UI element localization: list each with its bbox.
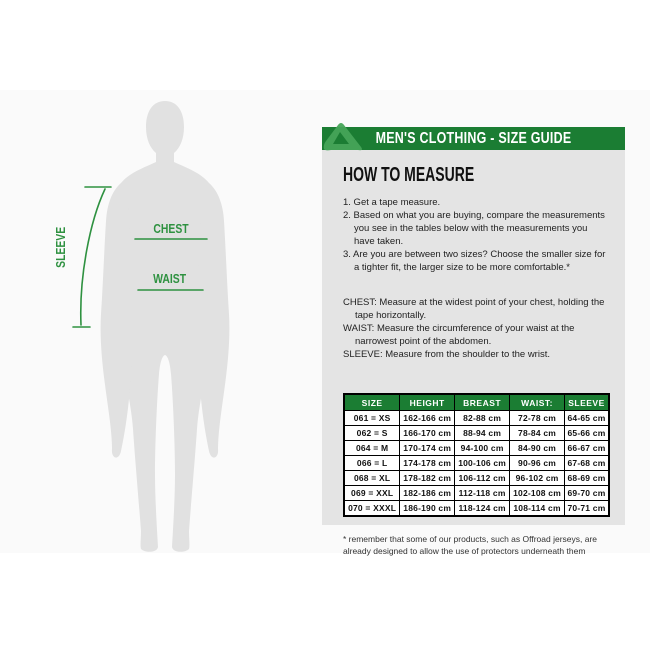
table-cell: 82-88 cm <box>455 411 510 426</box>
table-cell: 100-106 cm <box>455 456 510 471</box>
table-cell: 90-96 cm <box>510 456 565 471</box>
table-cell: 061 = XS <box>344 411 400 426</box>
panel-content <box>322 150 625 557</box>
step-item: 3. Are you are between two sizes? Choose the smaller size for a tighter fit, the larger size to be more comfortable.* <box>343 249 606 273</box>
table-cell: 78-84 cm <box>510 426 565 441</box>
sleeve-label: SLEEVE <box>53 226 68 268</box>
table-cell: 67-68 cm <box>565 456 609 471</box>
definition-item: SLEEVE: Measure from the shoulder to the wrist. <box>343 349 550 360</box>
measure-steps <box>343 196 610 274</box>
footnote: * remember that some of our products, such as Offroad jerseys, are already designed to allow the use of protectors underneath them <box>343 534 598 556</box>
table-row <box>344 411 609 426</box>
table-cell: 170-174 cm <box>400 441 455 456</box>
table-row <box>344 501 609 517</box>
table-cell: 96-102 cm <box>510 471 565 486</box>
definition-item: CHEST: Measure at the widest point of your chest, holding the tape horizontally. <box>343 297 605 321</box>
how-to-measure-heading: HOW TO MEASURE <box>343 164 475 186</box>
table-cell: 69-70 cm <box>565 486 609 501</box>
table-cell: 162-166 cm <box>400 411 455 426</box>
table-header-cell: WAIST: <box>510 394 565 411</box>
table-header-cell: HEIGHT <box>400 394 455 411</box>
table-cell: 186-190 cm <box>400 501 455 517</box>
left-arm-silhouette <box>101 183 133 458</box>
definition-item: WAIST: Measure the circumference of your waist at the narrowest point of the abdomen. <box>343 323 575 347</box>
table-cell: 064 = M <box>344 441 400 456</box>
table-header-cell: SIZE <box>344 394 400 411</box>
table-cell: 106-112 cm <box>455 471 510 486</box>
table-cell: 066 = L <box>344 456 400 471</box>
table-cell: 64-65 cm <box>565 411 609 426</box>
table-cell: 174-178 cm <box>400 456 455 471</box>
brand-logo-icon <box>321 121 365 153</box>
table-header-cell: BREAST <box>455 394 510 411</box>
table-cell: 102-108 cm <box>510 486 565 501</box>
table-cell: 94-100 cm <box>455 441 510 456</box>
table-cell: 108-114 cm <box>510 501 565 517</box>
size-table <box>343 393 610 517</box>
body-silhouette-graphic <box>62 96 272 561</box>
table-cell: 070 = XXXL <box>344 501 400 517</box>
table-row <box>344 441 609 456</box>
table-cell: 66-67 cm <box>565 441 609 456</box>
size-table-header-row <box>344 394 609 411</box>
step-item: 1. Get a tape measure. <box>343 197 441 208</box>
table-cell: 178-182 cm <box>400 471 455 486</box>
table-cell: 062 = S <box>344 426 400 441</box>
table-cell: 88-94 cm <box>455 426 510 441</box>
table-cell: 84-90 cm <box>510 441 565 456</box>
measurement-figure <box>62 96 272 561</box>
table-cell: 166-170 cm <box>400 426 455 441</box>
table-cell: 182-186 cm <box>400 486 455 501</box>
table-row <box>344 426 609 441</box>
step-item: 2. Based on what you are buying, compare the measurements you see in the tables below with the measurements you have taken. <box>343 210 605 247</box>
size-table-wrap <box>343 393 610 517</box>
table-cell: 112-118 cm <box>455 486 510 501</box>
waist-label: WAIST <box>153 271 187 286</box>
table-cell: 70-71 cm <box>565 501 609 517</box>
table-row <box>344 471 609 486</box>
table-cell: 72-78 cm <box>510 411 565 426</box>
table-header-cell: SLEEVE <box>565 394 609 411</box>
sleeve-measure-curve <box>81 189 105 325</box>
measure-definitions <box>343 296 610 361</box>
table-cell: 65-66 cm <box>565 426 609 441</box>
table-cell: 118-124 cm <box>455 501 510 517</box>
table-cell: 069 = XXL <box>344 486 400 501</box>
table-row <box>344 456 609 471</box>
table-cell: 68-69 cm <box>565 471 609 486</box>
size-table-body <box>344 411 609 517</box>
chest-label: CHEST <box>153 221 189 236</box>
size-guide-panel <box>322 127 625 556</box>
table-cell: 068 = XL <box>344 471 400 486</box>
panel-title-bar <box>322 127 625 150</box>
table-row <box>344 486 609 501</box>
panel-title: MEN'S CLOTHING - SIZE GUIDE <box>375 129 572 147</box>
